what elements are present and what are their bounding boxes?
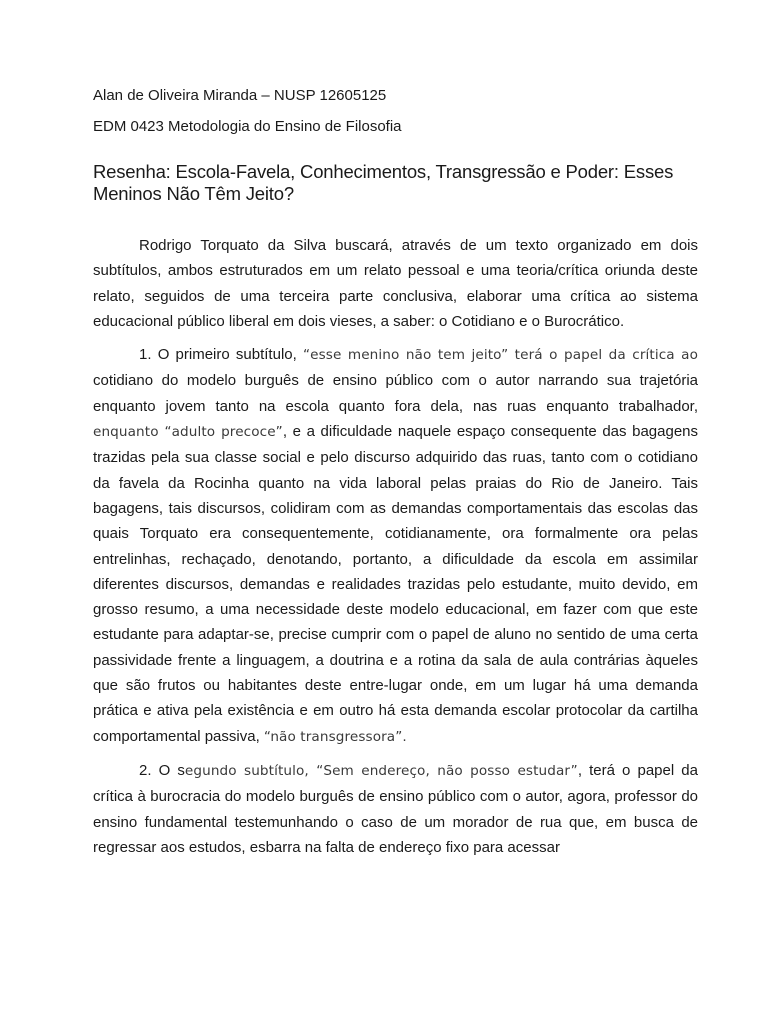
transgression-quote: “não transgressora”. bbox=[263, 728, 407, 745]
paragraph-text: , e a dificuldade naquele espaço consequente das bagagens trazidas pela sua classe social e pelo discurso adquirido das ruas, tanto com o cotidiano da favela da Rocinha quanto na vida laboral pelas praias do Rio de Janeiro. Tais bagagens, tais discursos, colidiram com as demandas comportamentais das escolas das quais Torquato era consequentemente, cotidianamente, ora formalmente ora pelas entrelinhas, rechaçado, denotando, portanto, a dificuldade da escola em assimilar diferentes discursos, demandas e realidades trazidas pelo estudante, muito devido, em grosso resumo, a uma necessidade deste modelo educacional, em fazer com que este estudante para adaptar-se, precise cumprir com o papel de aluno no sentido de uma certa passividade frente a linguagem, a doutrina e a rotina da sala de aula contrárias àqueles que são frutos ou habitantes deste entre-lugar onde, em um lugar há uma demanda prática e ativa pela existência e em outro há esta demanda escolar protocolar da cartilha comportamental passiva, bbox=[93, 423, 699, 745]
subtitle-quote: egundo subtítulo, “Sem endereço, não posso estudar” bbox=[184, 762, 578, 779]
intro-paragraph: Rodrigo Torquato da Silva buscará, através de um texto organizado em dois subtítulos, ambos estruturados em um relato pessoal e uma teoria/crítica oriunda deste relato, seguidos de uma terceira parte conclusiva, elaborar uma crítica ao sistema educacional público liberal em dois vieses, a saber: o Cotidiano e o Burocrático. bbox=[93, 237, 698, 330]
paragraph-text: , terá o papel da crítica à burocracia do modelo burguês de ensino público com o autor, agora, professor do ensino fundamental testemunhando o caso de um morador de rua que, em busca de regressar aos estudos, esbarra na falta de endereço fixo para acessar bbox=[93, 761, 698, 856]
paragraph-lead: 1. O primeiro subtítulo, bbox=[139, 346, 303, 364]
author-line: Alan de Oliveira Miranda – NUSP 12605125 bbox=[93, 87, 387, 104]
second-subtitle-paragraph bbox=[93, 758, 698, 860]
paragraph-lead: 2. O s bbox=[139, 761, 185, 779]
adult-quote: enquanto “adulto precoce” bbox=[93, 424, 283, 441]
paragraph-text: cotidiano do modelo burguês de ensino público com o autor narrando sua trajetória enquanto jovem tanto na escola quanto fora dela, nas ruas enquanto trabalhador, bbox=[93, 372, 698, 415]
review-title: Resenha: Escola-Favela, Conhecimentos, Transgressão e Poder: Esses Meninos Não Têm Jeito? bbox=[93, 161, 674, 204]
first-subtitle-paragraph bbox=[93, 342, 698, 750]
course-line: EDM 0423 Metodologia do Ensino de Filosofia bbox=[93, 118, 402, 135]
subtitle-quote: “esse menino não tem jeito” terá o papel da crítica ao bbox=[302, 347, 698, 364]
